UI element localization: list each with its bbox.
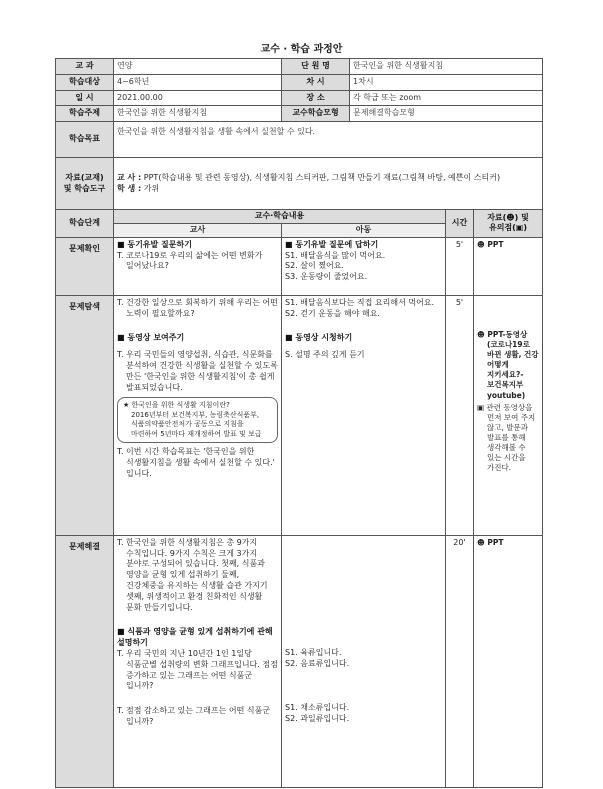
guideline-note-box: ★ 한국인을 위한 식생활 지침이란? 2016년부터 보건복지부, 농림축산식품부, 식품의약품안전처가 공동으로 지침을 마련하여 5년마다 재개정하여 발표 및 보급 (117, 397, 278, 443)
topic-value: 한국인을 위한 식생활지침 (114, 106, 282, 122)
date-value: 2021.00.00 (114, 90, 282, 106)
stage-time: 5' (446, 295, 474, 535)
place-label: 장 소 (282, 90, 350, 106)
col-time: 시간 (446, 210, 474, 238)
goal-label: 학습목표 (56, 122, 114, 158)
col-student: 아동 (282, 223, 446, 237)
student-content: S1. 배달음식보다는 직접 요리해서 먹어요. S2. 걷기 운동을 해야 해요. ■ 동영상 시청하기 S. 설명 주의 깊게 듣기 (282, 295, 446, 535)
teacher-content: T. 한국인을 위한 식생활지침은 총 9가지 수칙입니다. 9가지 수칙은 크게 3가지 분야로 구성되어 있습니다. 첫째, 식품과 영양을 균형 있게 섭취하기 둘째, 건강체중을 유지하는 식생활 습관 가지기 셋째, 위생적이고 환경 친화적인 식생활 문화 만들기입니다. ■ 식품과 영양을 균형 있게 섭취하기에 관해 설명하기 T. 우리 국민의 지난 10년간 1인 1일당 식품군별 섭취량의 변화 그래프입니다. 점점 증가하고 있는 그래프는 어떤 식품군 입니까? T. 점점 감소하고 있는 그래프는 어떤 식품군 입니까? (114, 535, 282, 787)
materials-value: 교 사 : PPT(학습내용 및 관련 동영상), 식생활지침 스티커판, 그림책 만들기 재료(그림책 바탕, 예쁜이 스티커) 학 생 : 가위 (114, 158, 543, 210)
place-value: 각 학급 또는 zoom (350, 90, 543, 106)
goal-value: 한국인을 위한 식생활지침을 생활 속에서 실천할 수 있다. (114, 122, 543, 158)
col-stage: 학습단계 (56, 210, 114, 238)
col-teacher: 교사 (114, 223, 282, 237)
col-resources: 자료(☻) 및 유의점(▣) (474, 210, 543, 238)
model-value: 문제해결학습모형 (350, 106, 543, 122)
stage-row-solve (56, 535, 543, 787)
stage-time: 20' (446, 535, 474, 787)
target-label: 학습대상 (56, 74, 114, 90)
date-label: 일 시 (56, 90, 114, 106)
teacher-content: T. 건강한 일상으로 회복하기 위해 우리는 어떤 노력이 필요할까요? ■ 동영상 보여주기 T. 우리 국민들의 영양섭취, 식습관, 식문화를 분석하여 건강한 식생활을 실천할 수 있도록 만든 '한국인을 위한 식생활지침'이 총 쉽게 발표되었습니다. ★ 한국인을 위한 식생활 지침이란? 2016년부터 보건복지부, 농림축산식품부, 식품의약품안전처가 공동으로 지침을 마련하여 5년마다 재개정하여 발표 및 보급 T. 이번 시간 학습목표는 '한국인을 위한 식생활지침을 생활 속에서 실천할 수 있다.' 입니다. (114, 295, 282, 535)
col-content: 교수·학습내용 (114, 210, 446, 224)
period-label: 차 시 (282, 74, 350, 90)
period-value: 1차시 (350, 74, 543, 90)
page-title: 교수 · 학습 과정안 (260, 44, 343, 55)
stage-row-explore (56, 295, 543, 535)
stage-name: 문제확인 (56, 237, 114, 295)
stage-resource: ☻ PPT-동영상 (코로나19로 바뀐 생활, 건강 어떻게 지키세요?-보건복지부 youtube) ▣ 관련 동영상을 먼저 보여 주지 않고, 발문과 발표를 통해 생각해볼 수 있는 시간을 가진다. (474, 295, 543, 535)
teacher-content: ■ 동기유발 질문하기 T. 코로나19로 우리의 삶에는 어떤 변화가 일어났나요? (114, 237, 282, 295)
materials-label: 자료(교재) 및 학습도구 (56, 158, 114, 210)
stage-name: 문제해결 (56, 535, 114, 787)
stage-time: 5' (446, 237, 474, 295)
lesson-plan-table (55, 58, 543, 788)
stage-name: 문제탐색 (56, 295, 114, 535)
stage-resource: ☻ PPT (474, 535, 543, 787)
target-value: 4~6학년 (114, 74, 282, 90)
student-content: ■ 동기유발 질문에 답하기 S1. 배달음식을 많이 먹어요. S2. 살이 쪘어요. S3. 운동량이 줄었어요. (282, 237, 446, 295)
unit-value: 한국인을 위한 식생활지침 (350, 59, 543, 75)
student-content: S1. 육류입니다. S2. 음료류입니다. S1. 채소류입니다. S2. 과일류입니다. (282, 535, 446, 787)
topic-label: 학습주제 (56, 106, 114, 122)
model-label: 교수학습모형 (282, 106, 350, 122)
stage-resource: ☻ PPT (474, 237, 543, 295)
subject-value: 연양 (114, 59, 282, 75)
stage-row-identify (56, 237, 543, 295)
unit-label: 단 원 명 (282, 59, 350, 75)
subject-label: 교 과 (56, 59, 114, 75)
